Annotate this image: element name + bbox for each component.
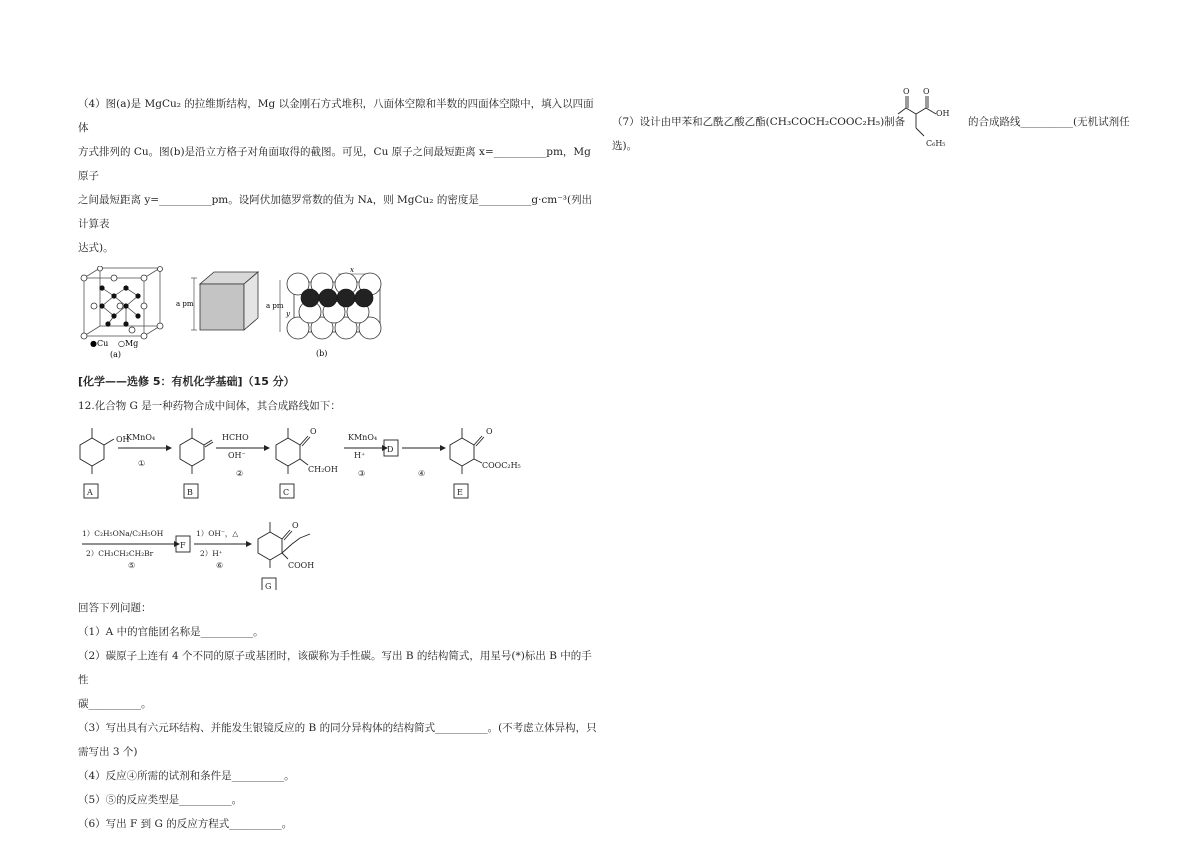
label-x: x xyxy=(350,266,354,274)
reagent-3a: KMnO₄ xyxy=(348,433,378,442)
question-4: （4）反应④所需的试剂和条件是__________。 xyxy=(78,770,295,782)
label-y: y xyxy=(286,310,290,318)
figure-a-unit-cell xyxy=(80,266,172,360)
reaction-scheme xyxy=(78,422,598,590)
step-6: ⑥ xyxy=(216,561,224,570)
step-5: ⑤ xyxy=(128,561,136,570)
reagent-1: KMnO₄ xyxy=(126,433,156,442)
question-6: （6）写出 F 到 G 的反应方程式__________。 xyxy=(78,818,293,830)
question-3-line2: 需写出 3 个) xyxy=(78,746,138,758)
box-d: D xyxy=(387,445,394,454)
question-7-part3: 选)。 xyxy=(612,140,638,152)
question-1: （1）A 中的官能团名称是__________。 xyxy=(78,626,264,638)
q4-text-line1: （4）图(a)是 MgCu₂ 的拉维斯结构，Mg 以金刚石方式堆积，八面体空隙和半数的四面体空隙中，填入以四面体 xyxy=(78,98,594,134)
g-o: O xyxy=(292,521,299,530)
box-c: C xyxy=(283,488,290,497)
reagent-6b: 2）H⁺ xyxy=(200,549,223,558)
figure-cube xyxy=(176,270,272,340)
question-2-line2: 碳__________。 xyxy=(78,698,152,710)
answer-intro: 回答下列问题： xyxy=(78,602,152,614)
right-column xyxy=(612,87,1132,158)
box-a: A xyxy=(87,488,93,497)
figure-b-section xyxy=(266,266,392,360)
mol-oh: OH xyxy=(936,109,950,118)
reagent-5b: 2）CH₃CH₂CH₂Br xyxy=(86,549,154,558)
section-title: [化学——选修 5：有机化学基础]（15 分） xyxy=(78,375,295,388)
g-cooh: COOH xyxy=(288,561,315,570)
reagent-6a: 1）OH⁻，△ xyxy=(196,529,239,538)
q12-intro: 12.化合物 G 是一种药物合成中间体，其合成路线如下： xyxy=(78,400,341,412)
box-b: B xyxy=(187,488,193,497)
step-2: ② xyxy=(236,469,244,478)
mol-o1: O xyxy=(903,87,910,96)
question-7-part1: （7）设计由甲苯和乙酰乙酸乙酯(CH₃COCH₂COOC₂H₅)制备 xyxy=(612,116,906,128)
crystal-figures xyxy=(78,264,598,362)
question-2-line1: （2）碳原子上连有 4 个不同的原子或基团时，该碳称为手性碳。写出 B 的结构简式，用星号(*)标出 B 中的手性 xyxy=(78,650,592,686)
q4-text-line3: 之间最短距离 y=__________pm。设阿伏加德罗常数的值为 Nᴀ，则 MgCu₂ 的密度是__________g·cm⁻³(列出计算表 xyxy=(78,194,593,230)
reagent-5a: 1）C₂H₅ONa/C₂H₅OH xyxy=(82,529,164,538)
figure-a-label: (a) xyxy=(110,350,122,359)
e-cooet: COOC₂H₅ xyxy=(482,461,521,470)
step-3: ③ xyxy=(358,469,366,478)
reagent-3b: H⁺ xyxy=(354,451,366,460)
mol-c6h5: C₆H₅ xyxy=(926,139,946,148)
box-f: F xyxy=(180,541,186,550)
figure-b-label: (b) xyxy=(316,349,328,358)
reagent-2a: HCHO xyxy=(222,433,249,442)
target-molecule xyxy=(894,84,970,156)
q4-text-line2: 方式排列的 Cu。图(b)是沿立方格子对角面取得的截图。可见，Cu 原子之间最短距离 x=__________pm，Mg 原子 xyxy=(78,146,591,182)
step-4: ④ xyxy=(418,469,426,478)
c-ch2oh: CH₂OH xyxy=(308,465,338,474)
a-oh: OH xyxy=(116,435,130,444)
box-g: G xyxy=(265,582,272,590)
c-o: O xyxy=(310,427,317,436)
question-7-part2: 的合成路线__________(无机试剂任 xyxy=(968,116,1130,128)
legend-cu: ●Cu xyxy=(90,339,109,348)
legend-mg: ○Mg xyxy=(118,339,139,348)
e-o: O xyxy=(486,427,493,436)
scheme-svg xyxy=(78,422,578,590)
left-column xyxy=(78,92,598,836)
step-1: ① xyxy=(138,459,146,468)
b-a-pm: a pm xyxy=(266,302,284,310)
cube-a-pm: a pm xyxy=(176,300,194,308)
question-5: （5）⑤的反应类型是__________。 xyxy=(78,794,243,806)
q4-text-line4: 达式)。 xyxy=(78,242,114,254)
question-3-line1: （3）写出具有六元环结构、并能发生银镜反应的 B 的同分异构体的结构简式__________。(不考虑立体异构，只 xyxy=(78,722,597,734)
reagent-2b: OH⁻ xyxy=(228,451,246,460)
box-e: E xyxy=(457,488,463,497)
mol-o2: O xyxy=(923,87,930,96)
